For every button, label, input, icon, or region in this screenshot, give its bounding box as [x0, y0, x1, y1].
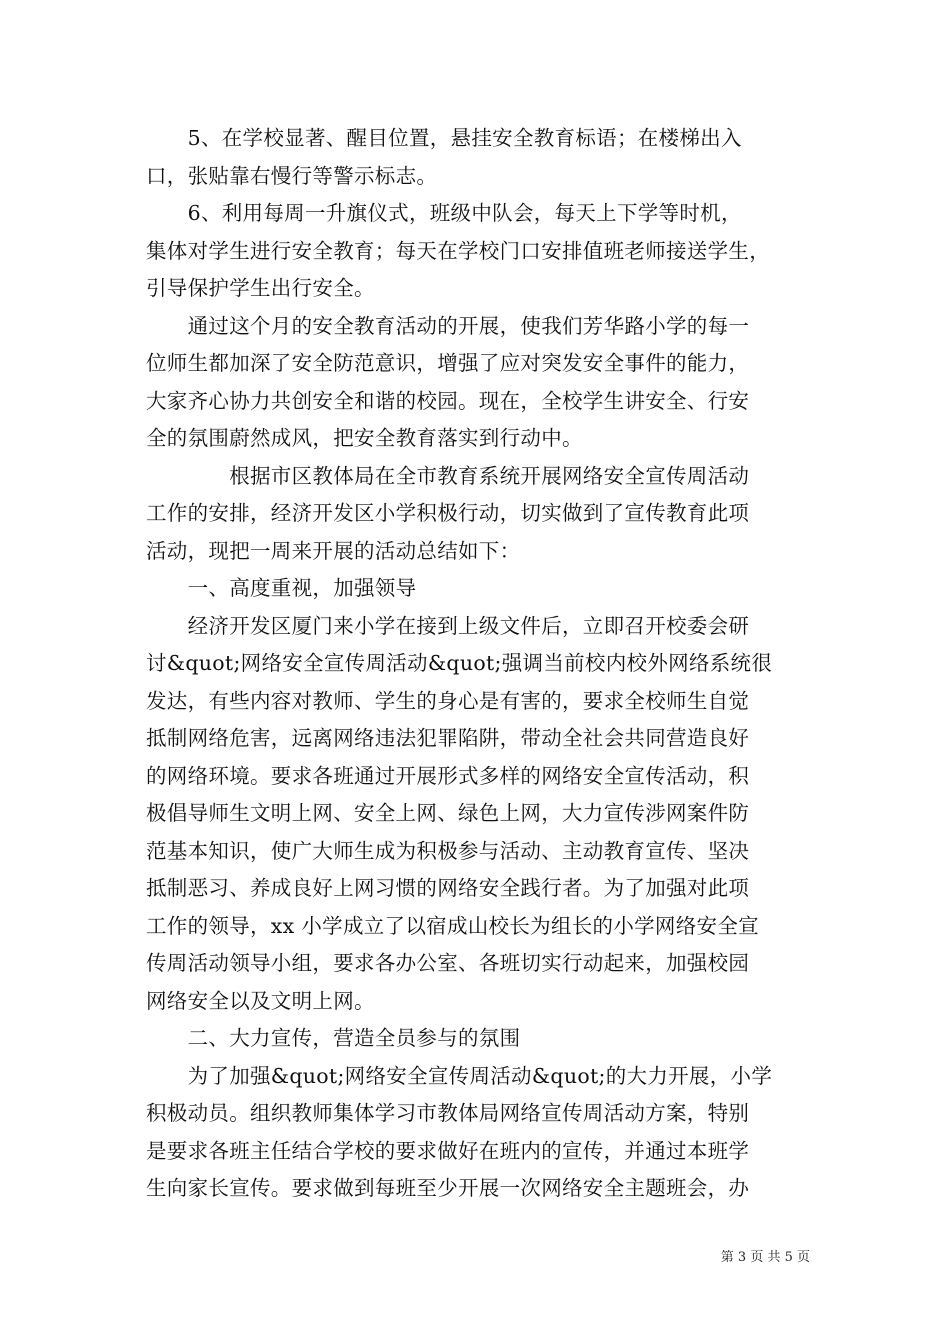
text-line: 网络安全以及文明上网。 [146, 988, 375, 1013]
text-line: 范基本知识，使广大师生成为积极参与活动、主动教育宣传、坚决 [146, 838, 750, 863]
text-line: 抵制网络危害，远离网络违法犯罪陷阱，带动全社会共同营造良好 [146, 726, 750, 750]
text-line: 根据市区教体局在全市教育系统开展网络安全宣传周活动 [146, 463, 750, 488]
text-line: 5、在学校显著、醒目位置，悬挂安全教育标语；在楼梯出入 [146, 126, 742, 150]
text-line: 极倡导师生文明上网、安全上网、绿色上网，大力宣传涉网案件防 [146, 801, 750, 825]
text-line: 引导保护学生出行安全。 [146, 276, 375, 300]
text-line: 通过这个月的安全教育活动的开展，使我们芳华路小学的每一 [146, 313, 750, 338]
text-line: 工作的领导，xx 小学成立了以宿成山校长为组长的小学网络安全宣 [146, 913, 759, 938]
body-paragraph [146, 120, 810, 1208]
section-heading: 一、高度重视，加强领导 [146, 576, 417, 600]
text-line: 口，张贴靠右慢行等警示标志。 [146, 163, 438, 188]
text-line: 6、利用每周一升旗仪式，班级中队会，每天上下学等时机， [146, 201, 742, 225]
text-line: 大家齐心协力共创安全和谐的校园。现在，全校学生讲安全、行安 [146, 388, 750, 413]
body-text [146, 120, 810, 1208]
text-line: 抵制恶习、养成良好上网习惯的网络安全践行者。为了加强对此项 [146, 876, 750, 900]
text-line: 为了加强&quot;网络安全宣传周活动&quot;的大力开展，小学 [146, 1063, 773, 1088]
text-line: 全的氛围蔚然成风，把安全教育落实到行动中。 [146, 426, 583, 450]
text-line: 工作的安排，经济开发区小学积极行动，切实做到了宣传教育此项 [146, 501, 750, 525]
text-line: 位师生都加深了安全防范意识，增强了应对突发安全事件的能力， [146, 351, 750, 375]
text-line: 积极动员。组织教师集体学习市教体局网络宣传周活动方案，特别 [146, 1101, 750, 1125]
text-line: 传周活动领导小组，要求各办公室、各班切实行动起来，加强校园 [146, 951, 750, 975]
section-heading: 二、大力宣传，营造全员参与的氛围 [146, 1026, 521, 1050]
text-line: 经济开发区厦门来小学在接到上级文件后，立即召开校委会研 [146, 613, 750, 638]
text-line: 活动，现把一周来开展的活动总结如下： [146, 538, 521, 563]
text-line: 是要求各班主任结合学校的要求做好在班内的宣传，并通过本班学 [146, 1138, 750, 1163]
text-line: 生向家长宣传。要求做到每班至少开展一次网络安全主题班会，办 [146, 1176, 750, 1200]
text-line: 集体对学生进行安全教育；每天在学校门口安排值班老师接送学生， [146, 238, 770, 263]
text-line: 讨&quot;网络安全宣传周活动&quot;强调当前校内校外网络系统很 [146, 651, 773, 675]
text-line: 的网络环境。要求各班通过开展形式多样的网络安全宣传活动，积 [146, 763, 750, 788]
page-number: 第 3 页 共 5 页 [720, 1250, 810, 1265]
text-line: 发达，有些内容对教师、学生的身心是有害的，要求全校师生自觉 [146, 688, 750, 713]
